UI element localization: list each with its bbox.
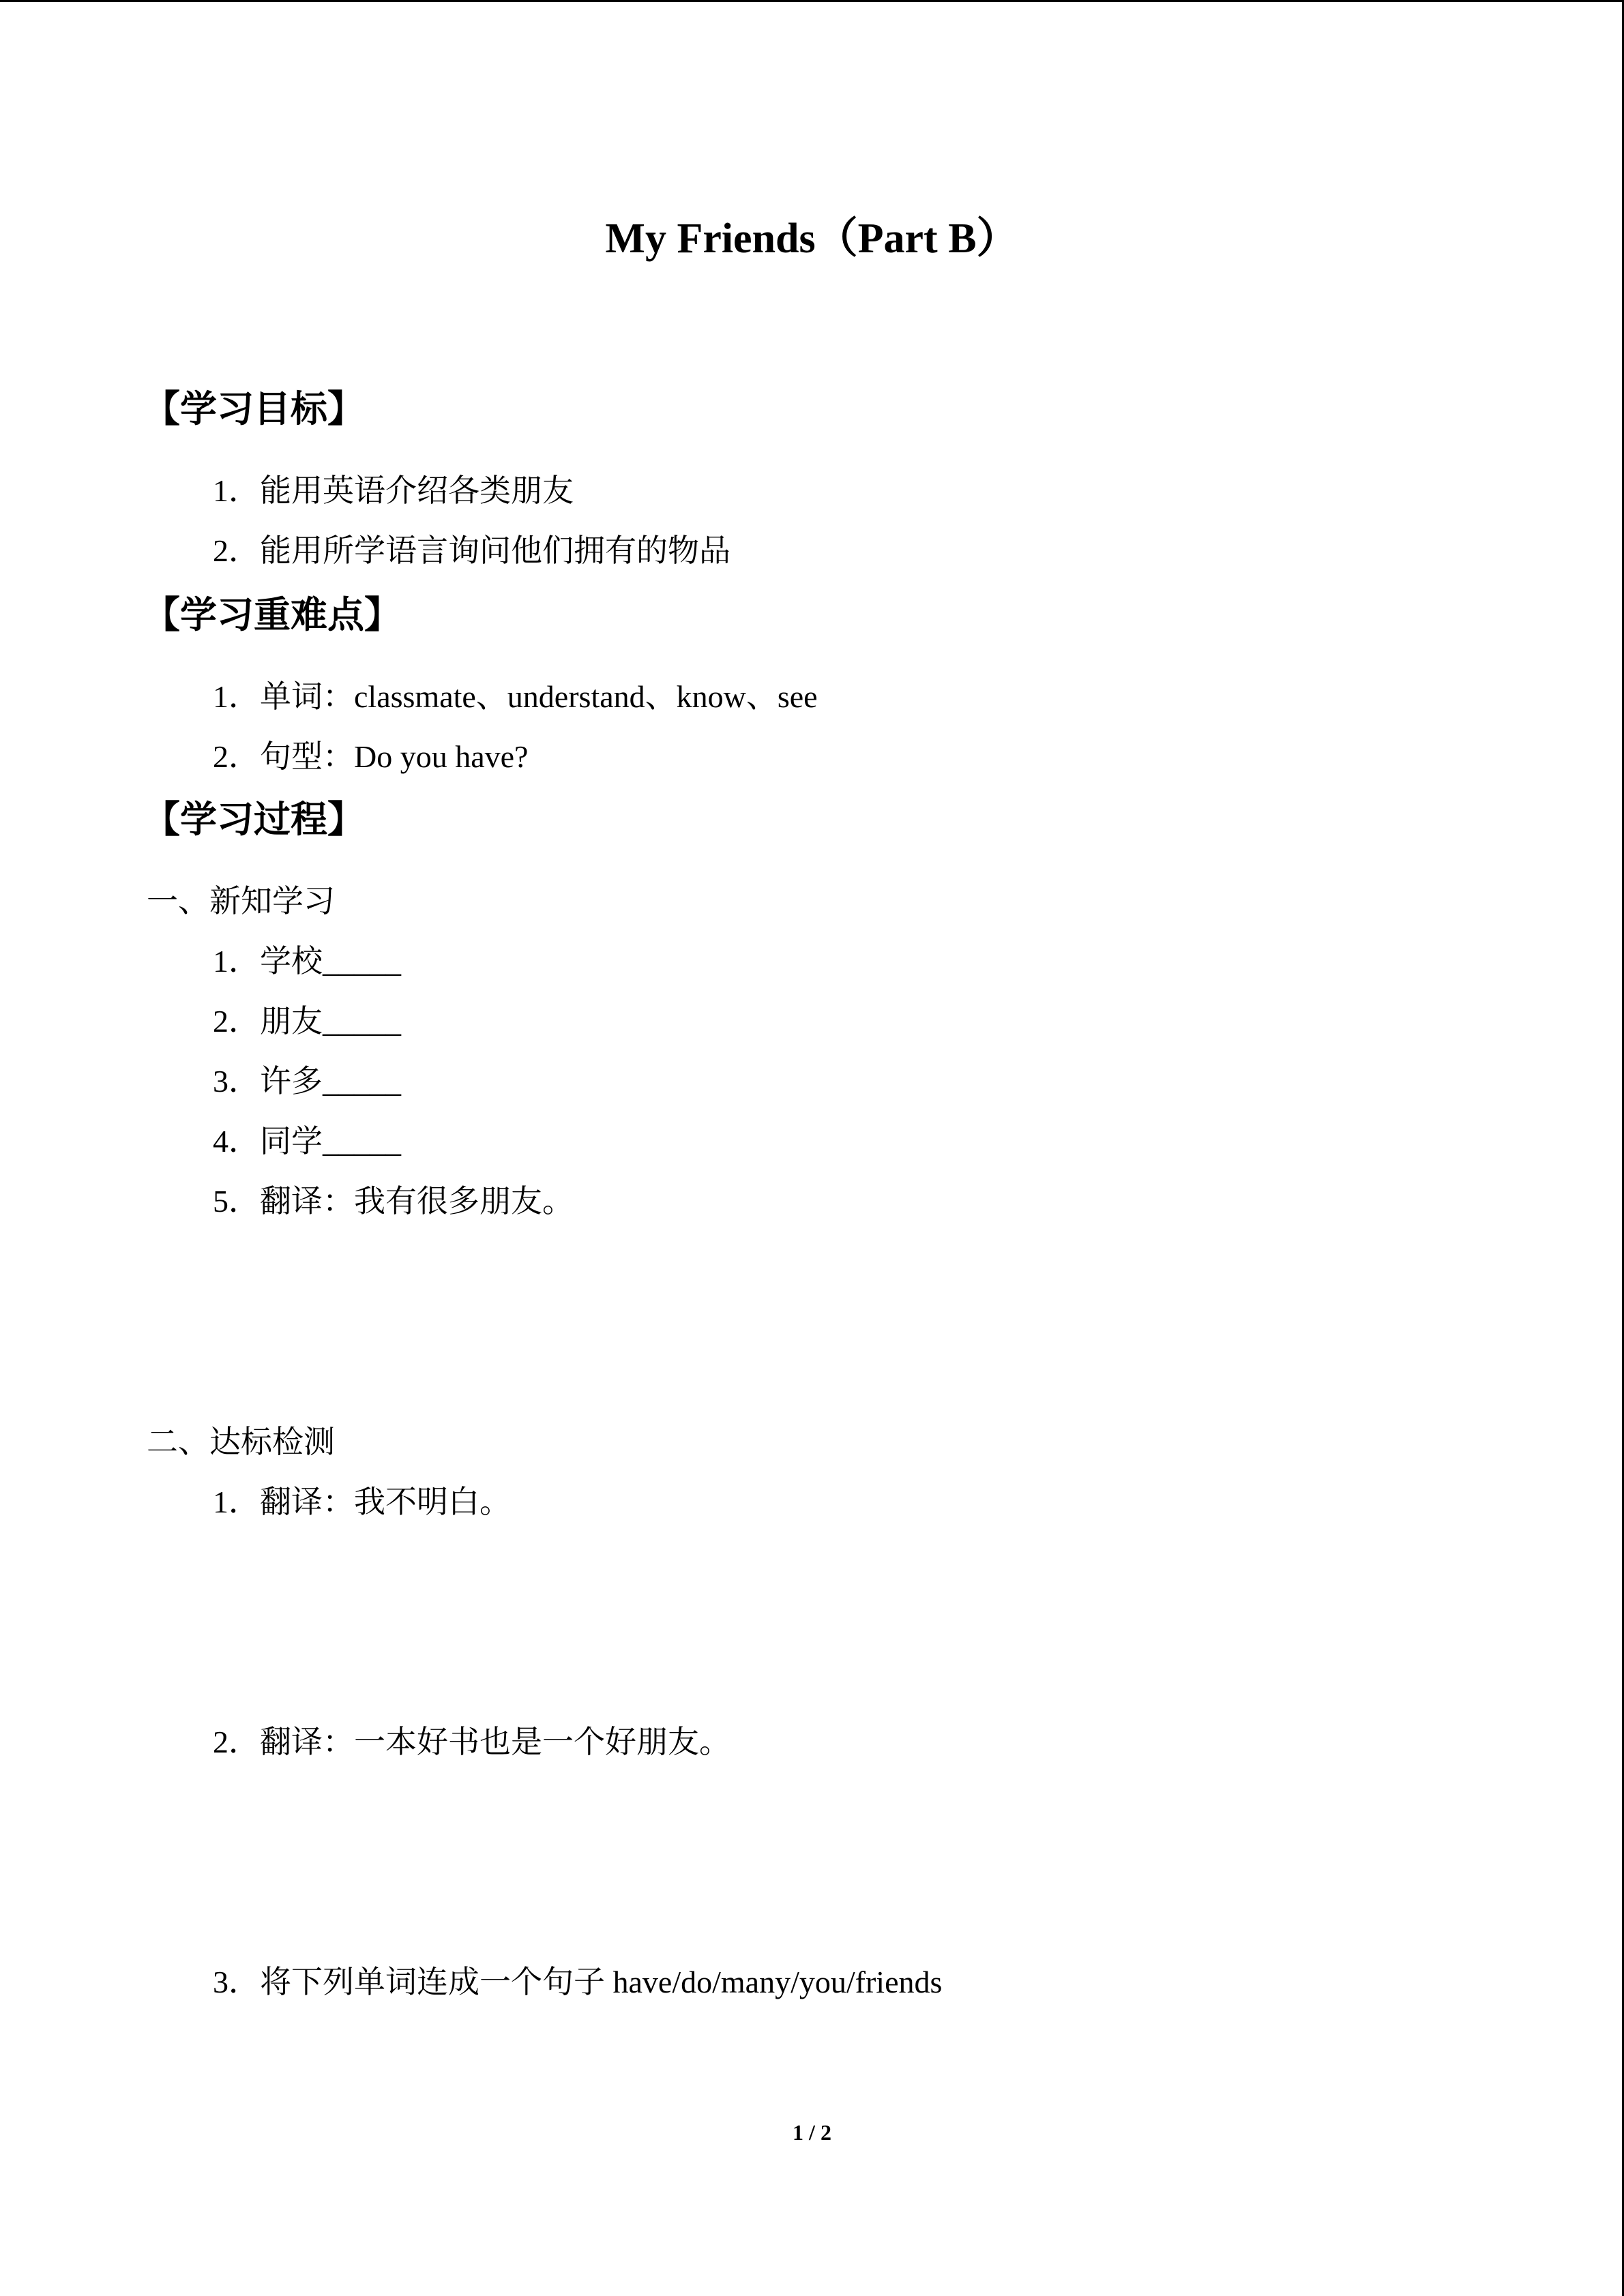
goal-item-1: 1．能用英语介绍各类朋友 (213, 473, 574, 508)
key-point-item-1: 1．单词：classmate、understand、know、see (213, 679, 818, 714)
heading-learning-goals: 【学习目标】 (143, 389, 364, 430)
document-title: My Friends（Part B） (605, 215, 1019, 262)
new-knowledge-item-3: 3．许多_____ (213, 1064, 401, 1099)
goal-item-2: 2．能用所学语言询问他们拥有的物品 (213, 533, 730, 568)
new-knowledge-item-5: 5．翻译：我有很多朋友。 (213, 1184, 574, 1219)
new-knowledge-item-4: 4．同学_____ (213, 1124, 401, 1159)
page-number: 1 / 2 (793, 2120, 831, 2145)
assessment-item-3: 3．将下列单词连成一个句子 have/do/many/you/friends (213, 1965, 943, 1999)
subsection-assessment: 二、达标检测 (147, 1425, 335, 1459)
assessment-item-1: 1．翻译：我不明白。 (213, 1485, 511, 1519)
heading-learning-process: 【学习过程】 (143, 799, 364, 840)
assessment-item-2: 2．翻译：一本好书也是一个好朋友。 (213, 1725, 730, 1759)
key-point-item-2: 2．句型：Do you have? (213, 739, 529, 774)
heading-key-points: 【学习重难点】 (143, 595, 401, 636)
new-knowledge-item-1: 1．学校_____ (213, 944, 401, 979)
page-top-border (0, 0, 1624, 2)
new-knowledge-item-2: 2．朋友_____ (213, 1004, 401, 1039)
subsection-new-knowledge: 一、新知学习 (147, 884, 335, 919)
